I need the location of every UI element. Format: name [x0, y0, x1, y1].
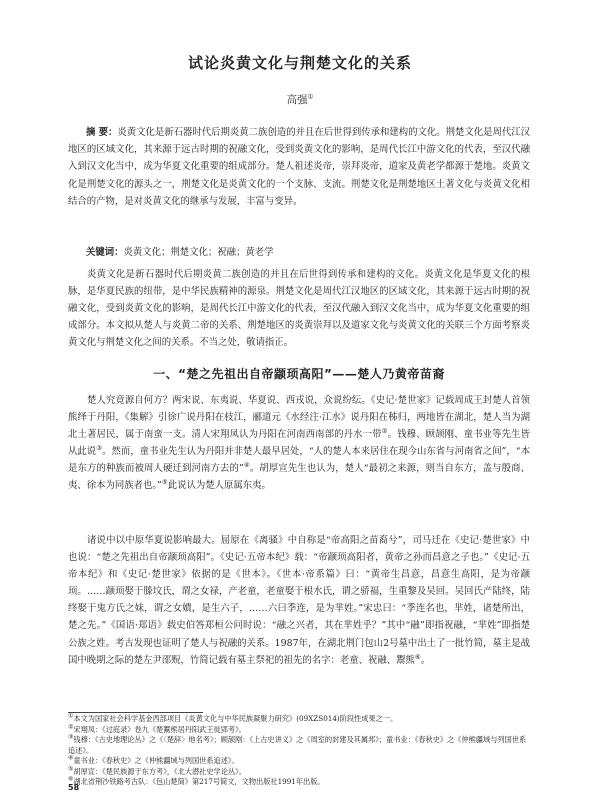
body-paragraph-2: [68, 532, 530, 669]
footnote-item: [68, 767, 530, 778]
body-text: 。: [420, 654, 431, 666]
section-heading: 一、“楚之先祖出自帝颛顼高阳”——楚人乃黄帝苗裔: [153, 367, 445, 381]
body-text: 。然而，童书业先生认为丹阳并非楚人最早居处，“人的楚人本来居住在现今山东省与河南省之间”，“本是东方的种族而被周人硬迁到河南方去的”: [68, 446, 530, 475]
footnote-mark: ②: [68, 723, 74, 731]
abstract-text: 炎黄文化是新石器时代后期炎黄二族创造的并且在后世得到传承和建构的文化。荆楚文化是周代江汉地区的区域文化，其来源于远古时期的祝融文化，受到炎黄文化的影响，是周代长江中游文化的代表，至汉代融入到汉文化当中，成为华夏文化重要的组成部分。楚人祖述炎帝，崇拜炎帝，道家及黄老学都源于楚地。炎黄文化是荆楚文化的源头之一，荆楚文化是炎黄文化的一个支脉、支流。荆楚文化是荆楚地区土著文化与炎黄文化相结合的产物，是对炎黄文化的继承与发展，丰富与变异。: [68, 127, 530, 207]
footnote-text: 宋翔凤：《过庭录》卷九《楚鬻熊居丹阳武王徙郢考》。: [73, 724, 246, 734]
footnote-mark: ①: [68, 712, 74, 720]
abstract-label: 摘 要：: [86, 127, 118, 138]
footnote-text: 钱穆：《古史地理论丛》之《〈楚辞〉地名考》；顾颉刚：《上古史讲义》之《周室的封建及其属邦》；童书业：《春秋史》之《仲熊疆域与列国世系追述》。: [68, 735, 527, 755]
footnote-ref: ③: [96, 444, 103, 453]
footnote-ref: ②: [381, 427, 388, 436]
footnote-text: 湖北省荆沙铁路考古队：《包山楚简》第217号简文，文物出版社1991年出版。: [73, 777, 325, 786]
footnote-text: 本文为国家社会科学基金西部项目《炎黄文化与中华民族凝聚力研究》(09XZS014)阶段性成果之一。: [73, 714, 398, 723]
author-name: 高强: [286, 94, 308, 106]
author-footnote-mark: ①: [307, 92, 314, 101]
footnote-item: [68, 735, 530, 756]
footnote-item: [68, 714, 530, 725]
keywords-label: 关键词：: [86, 247, 124, 258]
footnote-mark: ⑤: [68, 765, 74, 773]
footnote-text: 童书业：《春秋史》之《仲熊疆域与列国世系追述》。: [73, 756, 239, 765]
footnote-mark: ④: [68, 754, 74, 762]
body-text: 。胡厚宣先生也认为，楚人“最初之来源，则当自东方，盖与殷商、夷、徐本为同族者也。”: [68, 463, 531, 492]
footnote-divider: [68, 712, 203, 713]
footnote-item: [68, 725, 530, 736]
footnote-item: [68, 756, 530, 767]
footnote-ref: ④: [243, 461, 250, 470]
body-text: 此说认为楚人原属东夷。: [167, 480, 271, 492]
footnotes-list: [68, 714, 530, 788]
footnote-ref: ⑥: [414, 652, 421, 661]
footnote-text: 胡厚宣：《楚民族源于东方考》，《北大潜社史学论丛》。: [73, 766, 246, 776]
page-number: 58: [68, 783, 80, 792]
keywords: [86, 245, 530, 261]
footnote-item: [68, 777, 530, 788]
keywords-text: 炎黄文化；荆楚文化；祝融；黄老学: [123, 247, 274, 258]
author-line: [0, 92, 600, 107]
body-text: 楚人究竟源自何方？两宋说、东夷说、华夏说、西戎说，众说纷纭。《史记·楚世家》记载周成王封楚人首领熊绎于丹阳，《集解》引徐广说丹阳在枝江，郦道元《水经注·江水》说丹阳在秭归，两地皆在湖北，楚人当为湖北土著居民，属于南蛮一支。清人宋翔凤认为丹阳在河南西南部的丹水一带: [68, 395, 530, 441]
footnote-mark: ⑥: [68, 775, 74, 783]
footnote-mark: ③: [68, 733, 74, 741]
body-text: 。钱穆、顾颉刚、童书业等先生皆从此说: [68, 429, 530, 458]
body-paragraph-1: [68, 392, 530, 495]
paper-title: 试论炎黄文化与荆楚文化的关系: [187, 54, 412, 72]
footnote-ref: ⑤: [161, 478, 168, 487]
body-text: 诸说中以中原华夏说影响最大。屈原在《离骚》中自称是“帝高阳之苗裔兮”，司马迁在《史记·楚世家》中也说：“楚之先祖出自帝颛顼高阳”。《史记·五帝本纪》载：“帝颛顼高阳者，黄帝之孙而昌意之子也。”《史记·五帝本纪》和《史记·楚世家》依据的是《世本》。《世本·帝系篇》曰：“黄帝生昌意，昌意生高阳，是为帝颛顼。……颛顼娶于滕坟氏，谓之女禄，产老童，老童娶于根水氏，谓之骄福，生重黎及吴回。吴回氏产陆终，陆终娶于鬼方氏之妹，谓之女嬇，是生六子，……六曰季连，是为芈姓。”宋忠曰：“季连名也，芈姓，诸楚所出，楚之先。”《国语·郑语》载史伯答郑桓公问时说：“融之兴者，其在芈姓乎？”其中“融”即指祝融，“芈姓”即指楚公族之姓。考古发现也证明了楚人与祝融的关系。1987年，在湖北荆门包山2号墓中出土了一批竹简，墓主是战国中晚期之际的楚左尹邵贶，竹简记载有墓主祭祀的祖先的名字：老童、祝融、鬻熊: [68, 535, 530, 666]
intro-paragraph: 炎黄文化是新石器时代后期炎黄二族创造的并且在后世得到传承和建构的文化。炎黄文化是华夏文化的根脉，是华夏民族的纽带，是中华民族精神的源泉。荆楚文化是周代江汉地区的区域文化，其来源于远古时期的祝融文化，受到炎黄文化的影响，是周代长江中游文化的代表，至汉代融入到汉文化当中，成为华夏文化重要的组成部分。本文拟从楚人与炎黄二帝的关系、荆楚地区的炎黄崇拜以及道家文化与炎黄文化的关联三个方面考察炎黄文化与荆楚文化之间的关系。不当之处，敬请指正。: [68, 269, 530, 348]
abstract: [68, 124, 530, 210]
